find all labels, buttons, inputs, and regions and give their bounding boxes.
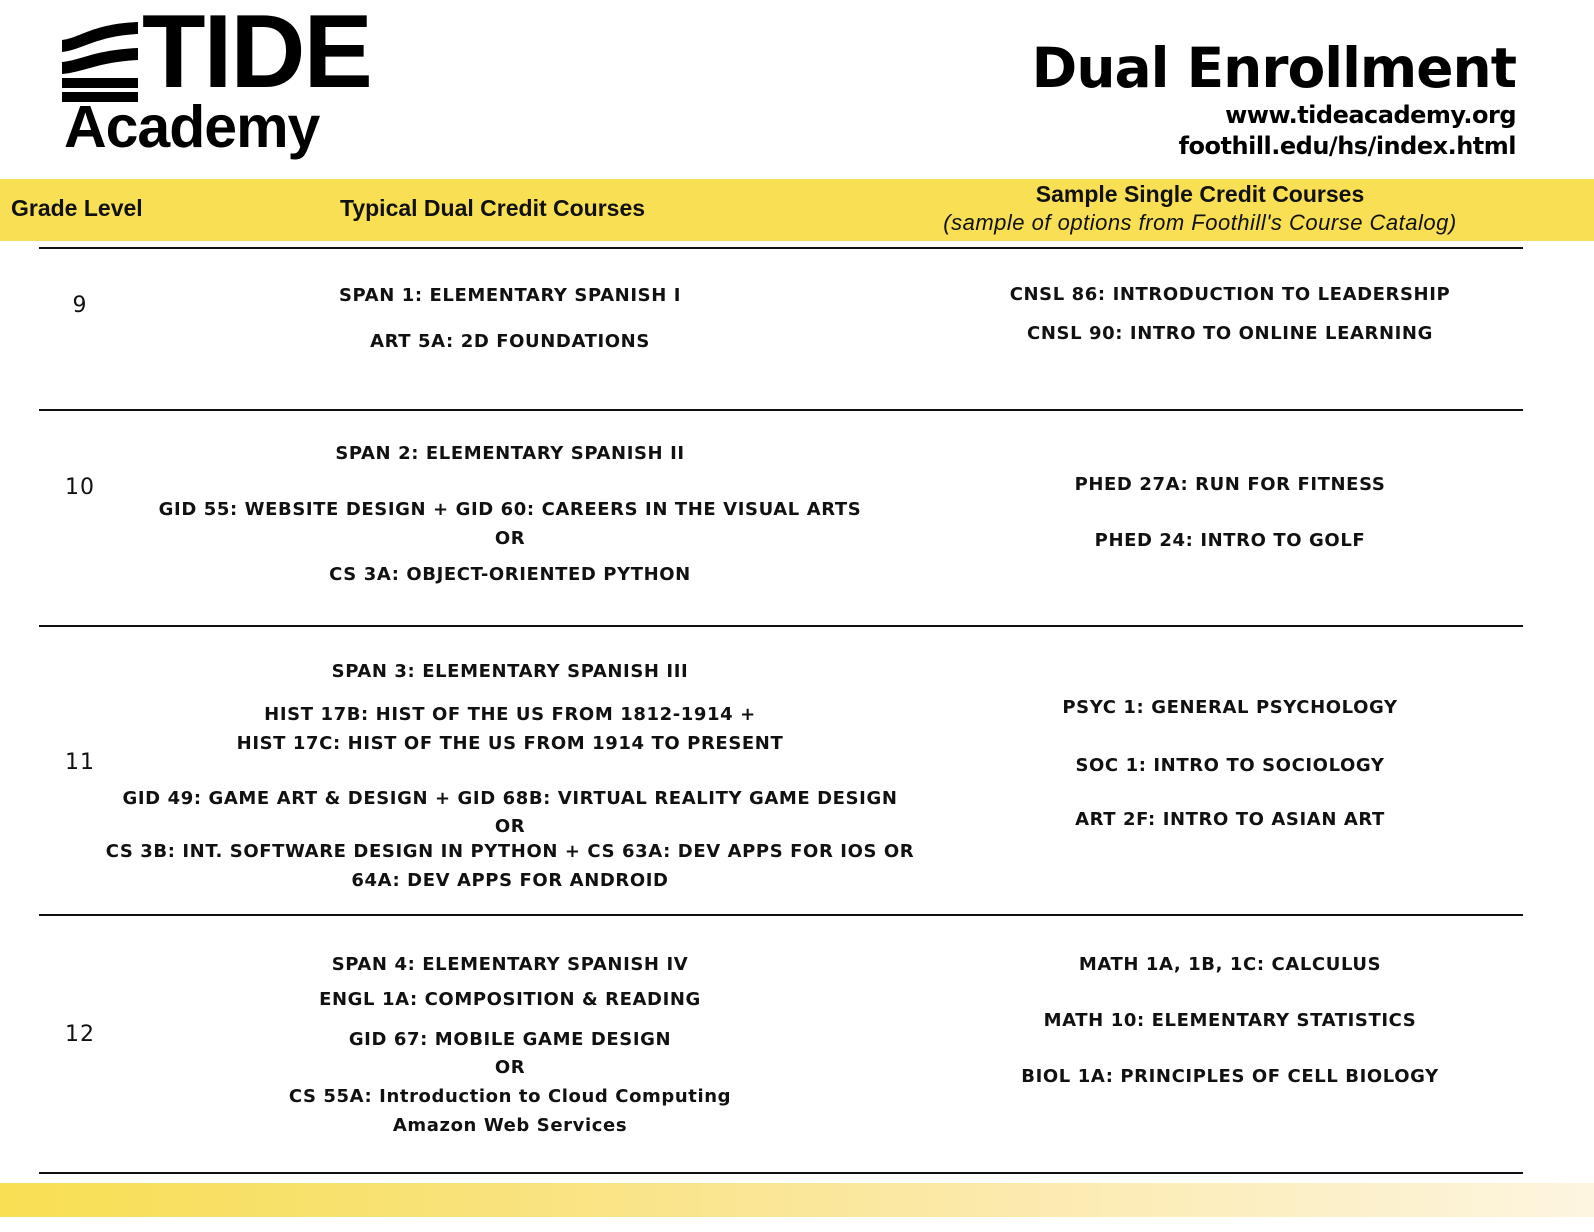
foothill-website-link[interactable]: foothill.edu/hs/index.html xyxy=(1178,132,1516,160)
footer-gradient-band xyxy=(0,1183,1594,1217)
dual-course: SPAN 2: ELEMENTARY SPANISH II xyxy=(335,443,685,464)
single-course: PHED 27A: RUN FOR FITNESS xyxy=(1074,474,1386,495)
single-course: SOC 1: INTRO TO SOCIOLOGY xyxy=(1075,755,1385,776)
column-header-grade: Grade Level xyxy=(11,195,143,221)
column-header-single-credit-title: Sample Single Credit Courses xyxy=(1035,181,1365,207)
waves-icon xyxy=(62,20,138,102)
dual-course: HIST 17C: HIST OF THE US FROM 1914 TO PRESENT xyxy=(236,733,784,754)
logo-tide-text: TIDE xyxy=(142,0,371,110)
single-course: PHED 24: INTRO TO GOLF xyxy=(1094,530,1366,551)
single-course: ART 2F: INTRO TO ASIAN ART xyxy=(1075,809,1385,830)
column-header-dual-credit: Typical Dual Credit Courses xyxy=(340,195,646,221)
tide-website-link[interactable]: www.tideacademy.org xyxy=(1225,101,1516,129)
dual-course: HIST 17B: HIST OF THE US FROM 1812-1914 + xyxy=(264,704,756,725)
grade-level: 12 xyxy=(65,1022,95,1047)
grade-level: 11 xyxy=(65,750,95,775)
dual-course: GID 49: GAME ART & DESIGN + GID 68B: VIRTUAL REALITY GAME DESIGN xyxy=(122,788,898,809)
divider xyxy=(39,409,1523,411)
dual-course: ENGL 1A: COMPOSITION & READING xyxy=(319,989,701,1010)
grade-level: 10 xyxy=(65,475,95,500)
dual-course: 64A: DEV APPS FOR ANDROID xyxy=(351,870,669,891)
dual-course: ART 5A: 2D FOUNDATIONS xyxy=(370,331,650,352)
dual-course: Amazon Web Services xyxy=(392,1115,628,1136)
dual-course-or: OR xyxy=(494,1057,526,1078)
single-course: CNSL 90: INTRO TO ONLINE LEARNING xyxy=(1027,323,1433,344)
single-course: CNSL 86: INTRODUCTION TO LEADERSHIP xyxy=(1009,284,1451,305)
dual-course: GID 55: WEBSITE DESIGN + GID 60: CAREERS IN THE VISUAL ARTS xyxy=(158,499,862,520)
dual-course: CS 3B: INT. SOFTWARE DESIGN IN PYTHON + CS 63A: DEV APPS FOR IOS OR xyxy=(105,841,915,862)
divider xyxy=(39,247,1523,249)
dual-course: SPAN 4: ELEMENTARY SPANISH IV xyxy=(331,954,689,975)
dual-course: GID 67: MOBILE GAME DESIGN xyxy=(348,1029,672,1050)
logo-academy-text: Academy xyxy=(64,94,320,160)
single-course: MATH 1A, 1B, 1C: CALCULUS xyxy=(1078,954,1382,975)
divider xyxy=(39,625,1523,627)
dual-course: SPAN 1: ELEMENTARY SPANISH I xyxy=(338,285,682,306)
divider xyxy=(39,1172,1523,1174)
divider xyxy=(39,914,1523,916)
column-header-single-credit-subtitle: (sample of options from Foothill's Course Catalog) xyxy=(943,210,1457,235)
single-course: PSYC 1: GENERAL PSYCHOLOGY xyxy=(1062,697,1398,718)
dual-course: CS 3A: OBJECT-ORIENTED PYTHON xyxy=(329,564,691,585)
table-header xyxy=(0,179,1594,241)
title-block xyxy=(1032,36,1516,162)
dual-course: CS 55A: Introduction to Cloud Computing xyxy=(288,1086,732,1107)
grade-level: 9 xyxy=(72,293,88,318)
dual-course: SPAN 3: ELEMENTARY SPANISH III xyxy=(331,661,689,682)
dual-course-or: OR xyxy=(494,528,526,549)
single-course: MATH 10: ELEMENTARY STATISTICS xyxy=(1043,1010,1417,1031)
page-title: Dual Enrollment xyxy=(1031,36,1516,100)
dual-course-or: OR xyxy=(494,816,526,837)
single-course: BIOL 1A: PRINCIPLES OF CELL BIOLOGY xyxy=(1021,1066,1439,1087)
tide-academy-logo xyxy=(62,0,371,164)
column-header-single-credit xyxy=(900,181,1500,236)
